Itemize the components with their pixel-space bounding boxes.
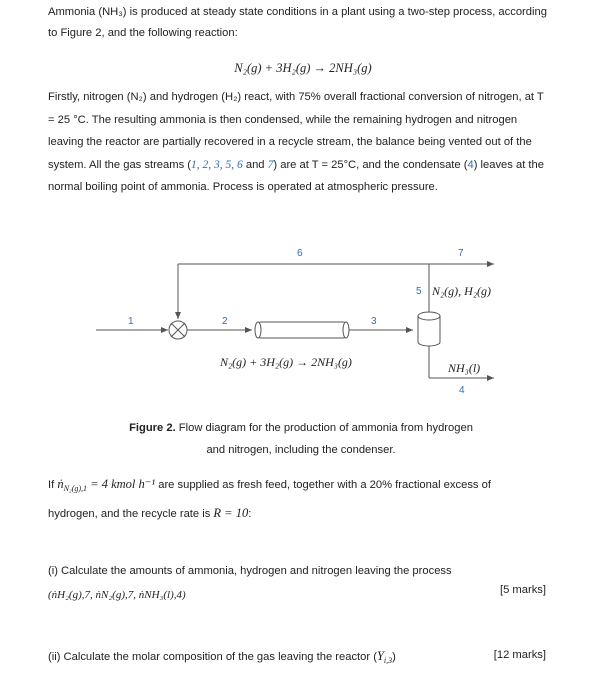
- description-line-2: = 25 °C. The resulting ammonia is then condensed, while the remaining hydrogen and nitrogen: [48, 113, 518, 126]
- description-line-3: leaving the reactor are partially recovered in a recycle stream, the balance being vented out of the: [48, 136, 532, 148]
- feed-line-1: If ṅ$_{N_2(g),1}$ = 4 kmol h⁻¹ are supplied as fresh feed, together with a 20% fractional excess of: [48, 477, 491, 494]
- stream-label-7: 7: [458, 248, 464, 259]
- intro-line-2: to Figure 2, and the following reaction:: [48, 27, 238, 39]
- question-2-text: (ii) Calculate the molar composition of the gas leaving the reactor (: [48, 651, 377, 663]
- question-1-marks: [5 marks]: [499, 584, 546, 596]
- figure-caption: [0, 417, 602, 461]
- stream-label-6: 6: [297, 248, 303, 259]
- description-line-1: Firstly, nitrogen (N₂) and hydrogen (H₂) react, with 75% overall fractional conversion of nitrogen, at T: [48, 91, 544, 103]
- description-paragraph: [48, 86, 558, 199]
- question-2-marks: [12 marks]: [493, 649, 546, 661]
- stream-label-3: 3: [371, 316, 377, 327]
- condenser-top-label: N₂(g), H₂(g): [432, 284, 491, 298]
- feed-line-2: hydrogen, and the recycle rate is R = 10:: [48, 506, 252, 521]
- flow-diagram: [0, 240, 602, 440]
- intro-paragraph: [48, 2, 558, 44]
- description-line-5: normal boiling point of ammonia. Process is operated at atmospheric pressure.: [48, 181, 438, 193]
- question-1-text: (i) Calculate the amounts of ammonia, hydrogen and nitrogen leaving the process: [48, 565, 452, 577]
- intro-line-1: Ammonia (NH₃) is produced at steady state conditions in a plant using a two-step process, according: [48, 6, 547, 18]
- reactor-reaction-label: N₂(g) + 3H₂(g) → 2NH₃(g): [220, 355, 352, 369]
- stream-list: 1, 2, 3, 5, 6: [191, 158, 243, 171]
- stream-label-2: 2: [222, 316, 228, 327]
- reaction-equation: N₂(g) + 3H₂(g) → 2NH₃(g): [234, 61, 372, 75]
- question-1-math: (ṅH₂(g),7, ṅN₂(g),7, ṅNH₃(l),4): [48, 589, 186, 601]
- condenser-bottom-label: NH₃(l): [448, 361, 481, 375]
- question-2: (ii) Calculate the molar composition of the gas leaving the reactor $(Y_{i,3})$: [48, 649, 396, 666]
- stream-label-4: 4: [459, 385, 465, 396]
- question-1: [48, 559, 558, 607]
- description-line-4: system. All the gas streams (1, 2, 3, 5, 6 and 7) are at T = 25°C, and the condensate (4) leaves at the: [48, 158, 544, 171]
- caption-line-2: and nitrogen, including the condenser.: [206, 444, 396, 456]
- caption-line-1: Figure 2. Flow diagram for the production of ammonia from hydrogen: [129, 422, 473, 434]
- stream-label-1: 1: [128, 316, 134, 327]
- feed-paragraph: [48, 472, 558, 526]
- stream-label-5: 5: [416, 286, 422, 297]
- reactor: [258, 322, 346, 338]
